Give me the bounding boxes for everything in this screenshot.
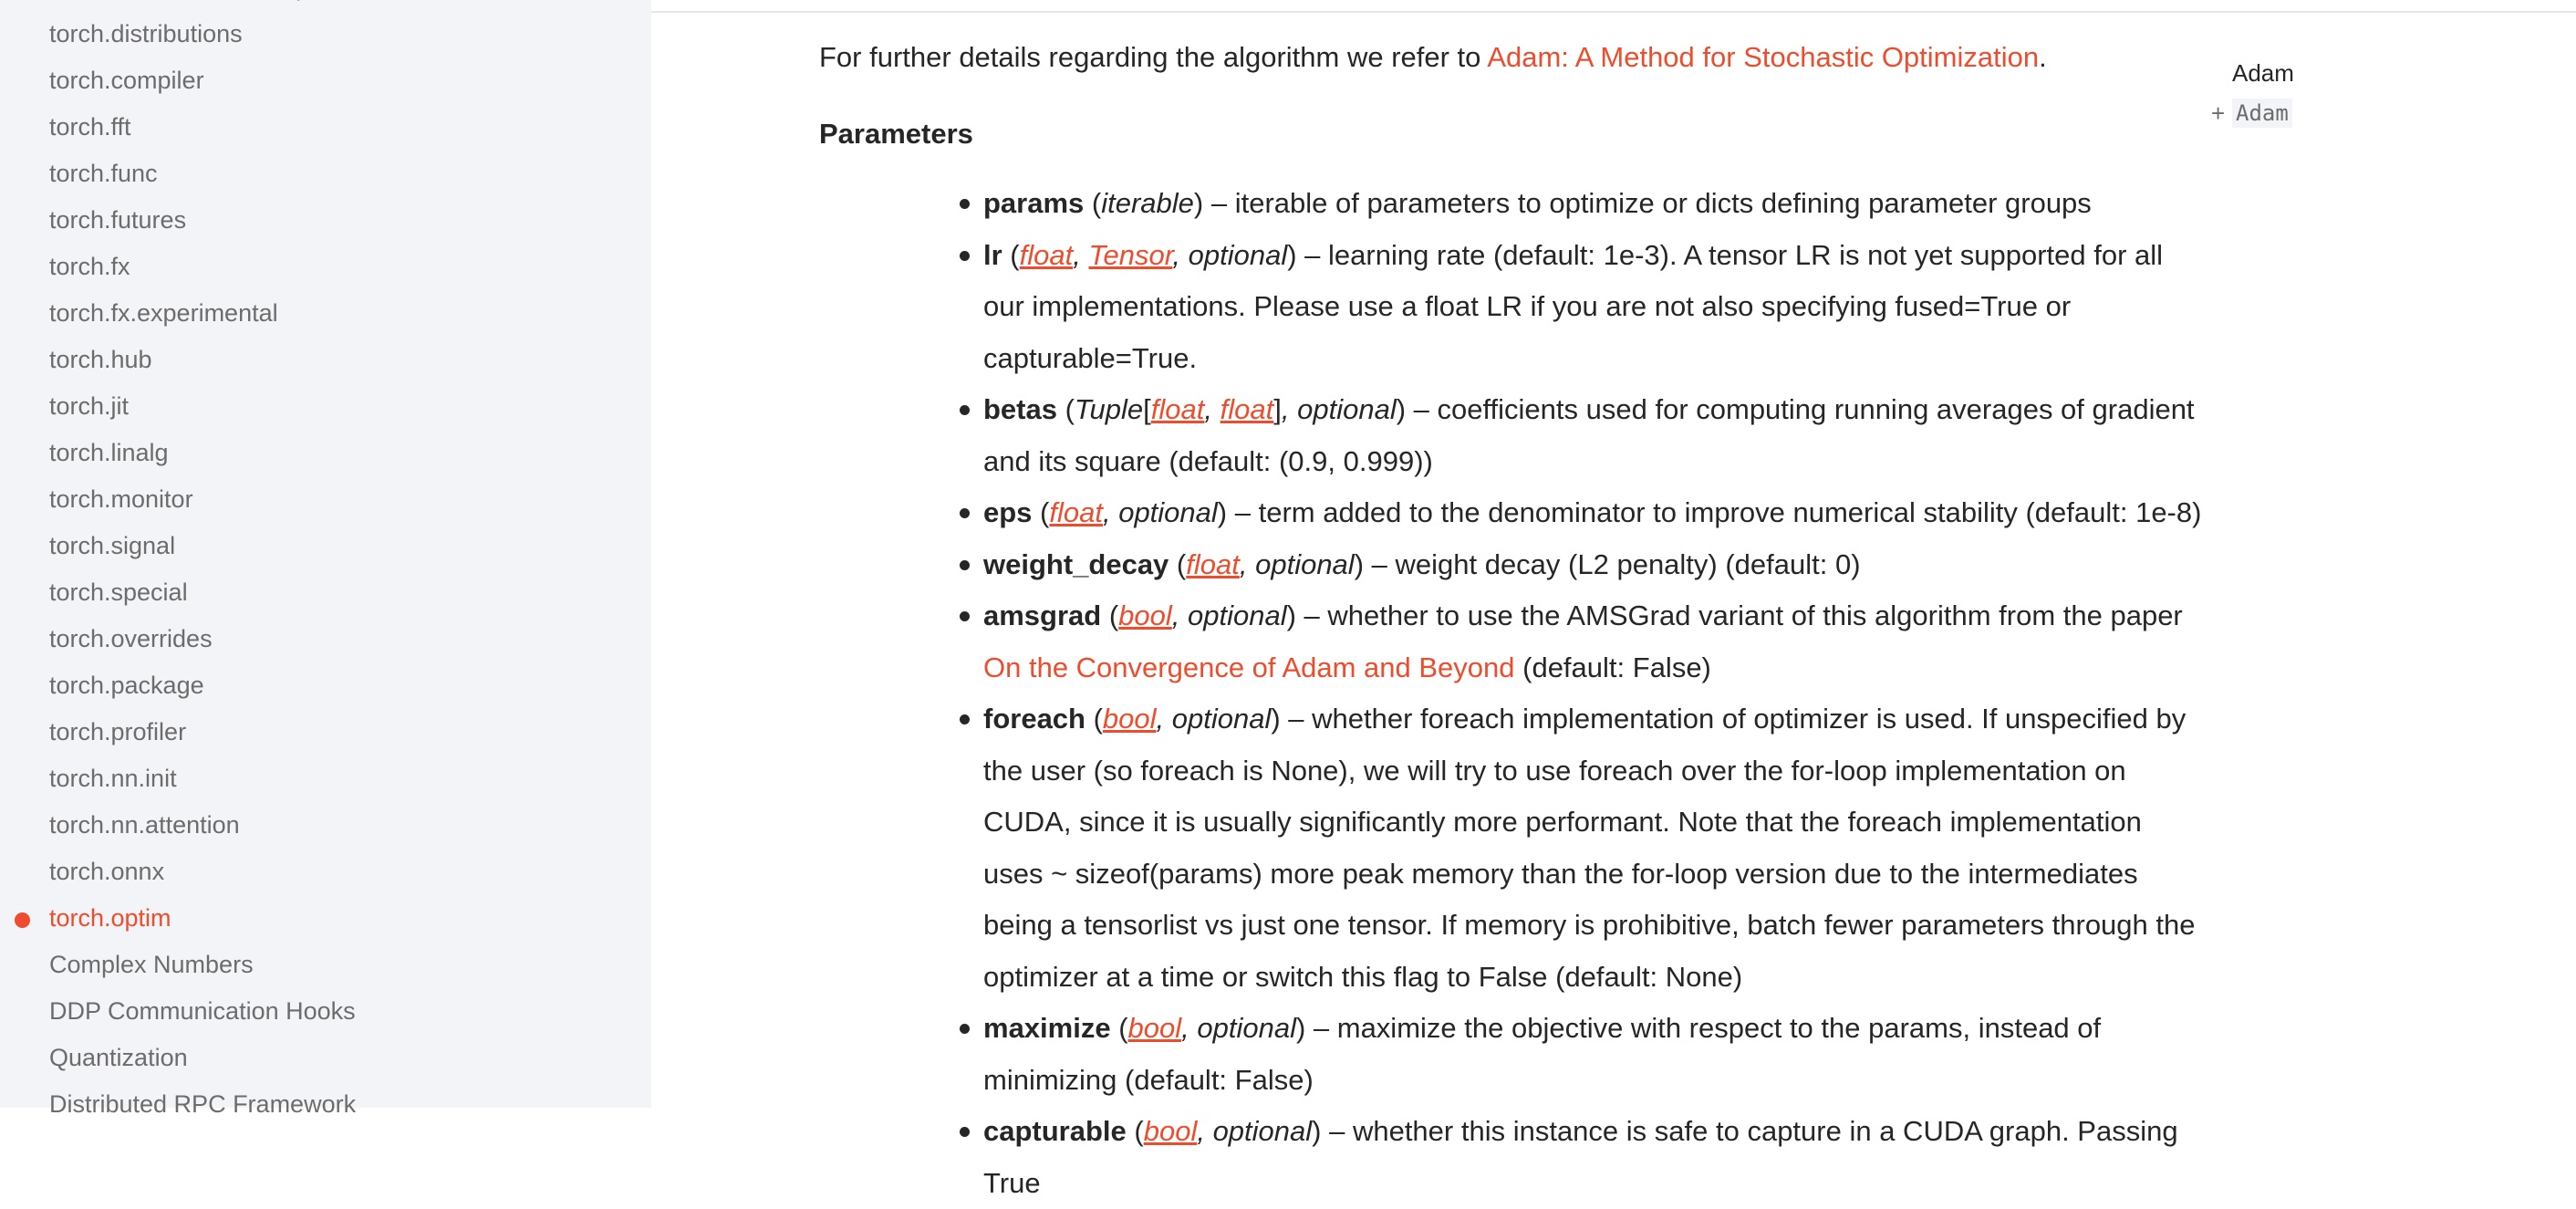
param-params	[983, 178, 2206, 230]
parameter-list	[983, 178, 2206, 1209]
sidebar-item[interactable]	[0, 430, 651, 476]
sidebar-item[interactable]	[0, 756, 651, 802]
param-description: – whether this instance is safe to capture in a CUDA graph. Passing True	[983, 1115, 2178, 1199]
param-amsgrad	[983, 590, 2206, 693]
param-eps	[983, 487, 2206, 539]
sidebar-item-label: Distributed RPC Framework	[49, 1090, 357, 1118]
sidebar-item[interactable]	[0, 988, 651, 1035]
paren-close: )	[1295, 1012, 1306, 1044]
sidebar-item-label: torch.overrides	[49, 625, 213, 652]
param-optional: optional	[1197, 1012, 1296, 1044]
sidebar-item[interactable]	[0, 476, 651, 523]
paren-open: (	[1101, 599, 1119, 631]
expand-plus-icon[interactable]: +	[2211, 99, 2226, 127]
sidebar-item-label: torch.fx.experimental	[49, 299, 278, 327]
sidebar-item-label: torch.jit	[49, 392, 130, 420]
active-dot-icon	[15, 912, 30, 928]
type-separator: ,	[1197, 1115, 1213, 1147]
sidebar-item-label: torch.fft	[49, 113, 131, 141]
algorithm-reference	[819, 32, 2047, 84]
sidebar-item-label: torch.func	[49, 160, 158, 187]
param-description: – coefficients used for computing running averages of gradient and its square (default: (0.9, 0.999))	[983, 393, 2195, 477]
param-optional: optional	[1171, 703, 1272, 735]
toc-item-adam[interactable]	[2207, 99, 2445, 128]
sidebar-item[interactable]	[0, 197, 651, 244]
paren-open: (	[1126, 1115, 1144, 1147]
sidebar-item[interactable]	[0, 709, 651, 756]
toc-item-label[interactable]: Adam	[2232, 99, 2292, 128]
param-name: betas	[983, 393, 1057, 425]
param-name: lr	[983, 238, 1002, 271]
sidebar-item[interactable]	[0, 57, 651, 104]
param-name: params	[983, 187, 1085, 219]
sidebar-item[interactable]	[0, 662, 651, 709]
sidebar-item[interactable]	[0, 104, 651, 151]
type-link-bool[interactable]: bool	[1118, 599, 1172, 631]
bracket-open: [	[1143, 393, 1151, 425]
sidebar-item-label: torch.linalg	[49, 439, 169, 466]
param-description: – whether foreach implementation of optimizer is used. If unspecified by the user (so foreach is None), we will try to use foreach over the for-loop implementation on CUDA, since it is usually significantly more performant. Note that the foreach implementation uses ~ sizeof(params) more peak memory than the for-loop version due to the intermediates being a tensorlist vs just one tensor. If memory is prohibitive, batch fewer parameters through the optimizer at a time or switch this flag to False (default: None)	[983, 703, 2196, 993]
paren-close: )	[1286, 599, 1296, 631]
sidebar-item-label: Complex Numbers	[49, 951, 254, 978]
paren-open: (	[1110, 1012, 1128, 1044]
param-default: (default: False)	[1514, 651, 1711, 683]
paren-close: )	[1193, 187, 1204, 219]
type-separator: ,	[1172, 238, 1189, 271]
param-optional: optional	[1255, 547, 1355, 580]
type-separator: ,	[1156, 703, 1172, 735]
param-type: iterable	[1101, 187, 1194, 219]
param-optional: optional	[1188, 238, 1288, 271]
paren-close: )	[1354, 547, 1365, 580]
param-description: – term added to the denominator to improve numerical stability (default: 1e-8)	[1227, 496, 2202, 528]
type-separator: ,	[1204, 393, 1220, 425]
param-name: eps	[983, 496, 1033, 528]
param-name: capturable	[983, 1115, 1127, 1147]
amsgrad-paper-link[interactable]: On the Convergence of Adam and Beyond	[983, 651, 1515, 683]
sidebar-nav	[0, 0, 651, 1118]
sidebar-item[interactable]	[0, 11, 651, 57]
sidebar-item-label: torch.fx	[49, 253, 130, 280]
param-optional: optional	[1188, 599, 1287, 631]
sidebar-item[interactable]	[0, 849, 651, 895]
sidebar-item[interactable]	[0, 151, 651, 197]
type-separator: ,	[1281, 393, 1298, 425]
paren-close: )	[1271, 703, 1281, 735]
sidebar-item[interactable]	[0, 802, 651, 849]
parameters-heading: Parameters	[819, 118, 973, 150]
type-separator: ,	[1181, 1012, 1198, 1044]
type-link-bool[interactable]: bool	[1143, 1115, 1198, 1147]
param-capturable	[983, 1106, 2206, 1209]
type-link-bool[interactable]: bool	[1127, 1012, 1182, 1044]
sidebar-item-label	[49, 0, 349, 1]
paren-close: )	[1312, 1115, 1322, 1147]
param-description: – learning rate (default: 1e-3). A tensor LR is not yet supported for all our implementations. Please use a float LR if you are not also specifying fused=True or capturable=True.	[983, 238, 2164, 374]
param-weight-decay	[983, 539, 2206, 591]
sidebar-item[interactable]	[0, 942, 651, 988]
sidebar-item-label: Quantization	[49, 1044, 188, 1071]
paren-open: (	[1085, 703, 1103, 735]
sidebar-item[interactable]	[0, 244, 651, 290]
bracket-close: ]	[1273, 393, 1282, 425]
sidebar-item-label: torch.package	[49, 672, 204, 699]
sidebar-item-label: torch.onnx	[49, 858, 165, 885]
param-optional: optional	[1118, 496, 1218, 528]
type-separator: ,	[1073, 238, 1089, 271]
sidebar-item[interactable]	[0, 523, 651, 569]
param-description: – weight decay (L2 penalty) (default: 0)	[1364, 547, 1861, 580]
intro-text: For further details regarding the algorithm we refer to	[819, 41, 1488, 73]
sidebar-list	[0, 0, 651, 1128]
param-optional: optional	[1297, 393, 1397, 425]
sidebar-item[interactable]	[0, 616, 651, 662]
param-description: – maximize the objective with respect to the params, instead of minimizing (default: False)	[983, 1012, 2102, 1096]
sidebar-item-label: torch.nn.attention	[49, 811, 240, 839]
sidebar-item-label: DDP Communication Hooks	[49, 997, 356, 1025]
sidebar-item-label: torch.nn.init	[49, 765, 177, 792]
intro-suffix: .	[2039, 41, 2047, 73]
param-description: – whether to use the AMSGrad variant of this algorithm from the paper	[1295, 599, 2183, 631]
sidebar-item-label: torch.signal	[49, 532, 176, 559]
param-lr	[983, 230, 2206, 385]
paren-open: (	[1056, 393, 1075, 425]
paren-open: (	[1002, 238, 1020, 271]
header-divider	[651, 11, 2576, 13]
sidebar-item-label: torch.hub	[49, 346, 152, 373]
sidebar-item-label: torch.profiler	[49, 718, 187, 745]
type-separator: ,	[1239, 547, 1256, 580]
sidebar-item[interactable]	[0, 1081, 651, 1128]
toc-title[interactable]: Adam	[2232, 59, 2294, 87]
sidebar-item-label: torch.futures	[49, 206, 187, 234]
type-link-tensor[interactable]: Tensor	[1088, 238, 1173, 271]
sidebar-item-label: torch.optim	[49, 904, 171, 932]
type-separator: ,	[1171, 599, 1189, 631]
param-name: foreach	[983, 703, 1085, 735]
page-toc	[2207, 53, 2445, 128]
sidebar-item[interactable]	[0, 290, 651, 337]
sidebar-item-label: torch.compiler	[49, 67, 204, 94]
param-optional: optional	[1212, 1115, 1313, 1147]
sidebar-item[interactable]	[0, 895, 651, 942]
sidebar-item[interactable]	[0, 337, 651, 383]
paren-open: (	[1084, 187, 1102, 219]
sidebar-item-label: torch.special	[49, 578, 188, 606]
param-name: maximize	[983, 1012, 1111, 1044]
type-link-bool[interactable]: bool	[1102, 703, 1157, 735]
sidebar-item[interactable]	[0, 1035, 651, 1081]
sidebar-item-label: torch.distributions	[49, 20, 243, 47]
param-maximize	[983, 1003, 2206, 1106]
paren-close: )	[1396, 393, 1407, 425]
paren-open: (	[1032, 496, 1050, 528]
type-link-float[interactable]: float	[1049, 496, 1103, 528]
param-name: weight_decay	[983, 547, 1169, 580]
param-description: – iterable of parameters to optimize or dicts defining parameter groups	[1203, 187, 2092, 219]
type-link-float[interactable]: float	[1150, 393, 1205, 425]
param-betas	[983, 384, 2206, 487]
type-link-float[interactable]: float	[1186, 547, 1240, 580]
param-type: Tuple	[1074, 393, 1144, 425]
paren-close: )	[1217, 496, 1228, 528]
sidebar-item[interactable]	[0, 569, 651, 616]
type-link-float[interactable]: float	[1220, 393, 1274, 425]
sidebar-item[interactable]	[0, 383, 651, 430]
param-name: amsgrad	[983, 599, 1102, 631]
type-link-float[interactable]: float	[1019, 238, 1074, 271]
adam-paper-link[interactable]: Adam: A Method for Stochastic Optimization	[1487, 41, 2040, 73]
sidebar-item[interactable]	[0, 0, 651, 11]
paren-open: (	[1169, 547, 1187, 580]
sidebar-item-label: torch.monitor	[49, 485, 193, 513]
type-separator: ,	[1102, 496, 1119, 528]
paren-close: )	[1287, 238, 1297, 271]
param-foreach	[983, 693, 2206, 1003]
